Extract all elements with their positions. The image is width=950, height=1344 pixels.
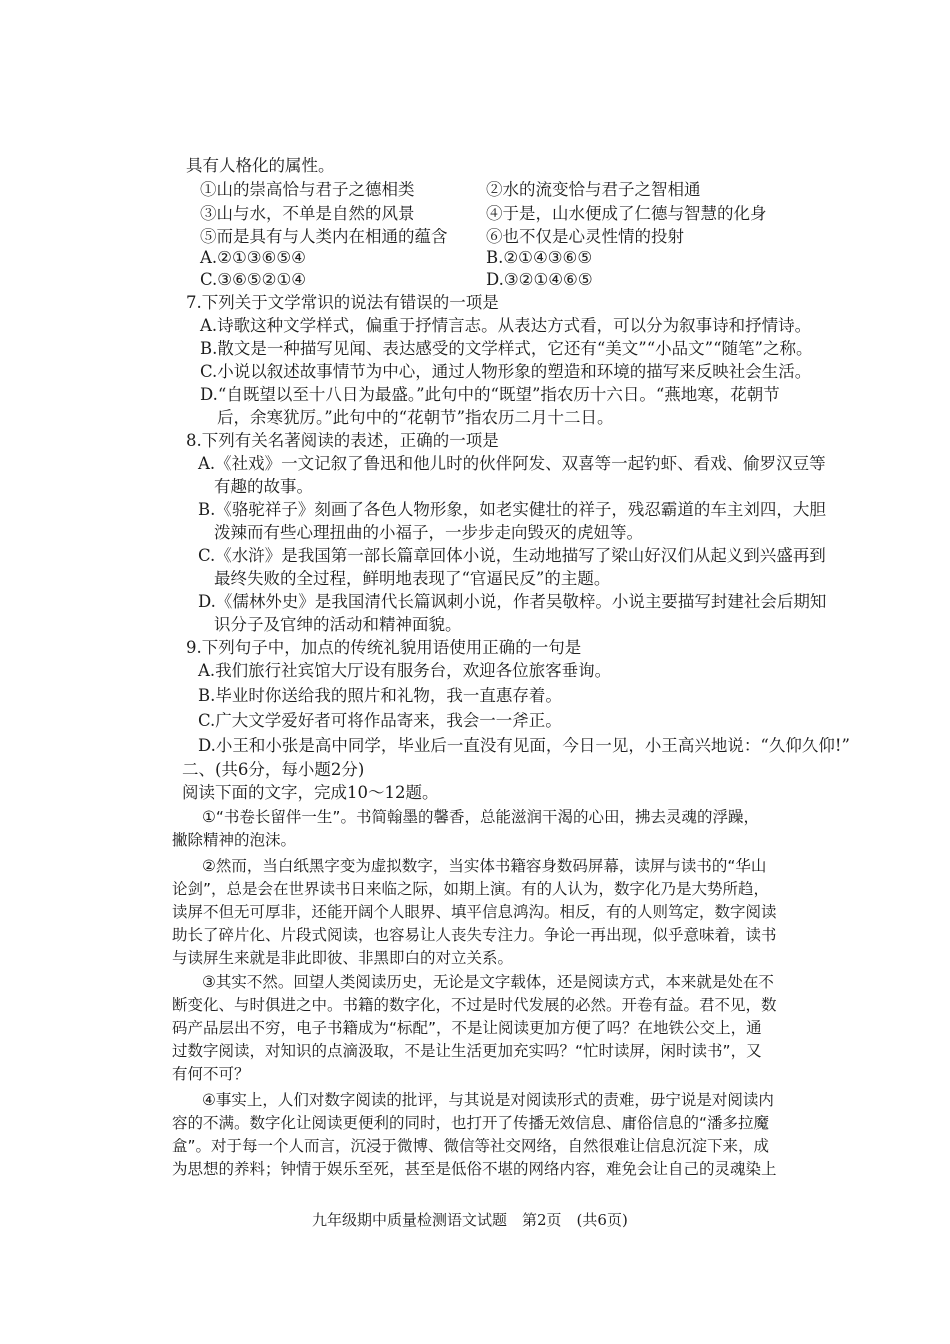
q6-lead: 具有人格化的属性。: [186, 156, 335, 175]
q7-option-d-line1: D.“自既望以至十八日为最盛。”此句中的“既望”指农历十六日。“燕地寒，花朝节: [200, 385, 780, 404]
q9-option-a: A.我们旅行社宾馆大厅设有服务台，欢迎各位旅客垂询。: [198, 661, 612, 680]
passage-p3-line2: 断变化、与时俱进之中。书籍的数字化，不过是时代发展的必然。开卷有益。君不见，数: [172, 996, 777, 1014]
q8-option-d-line2: 识分子及官绅的活动和精神面貌。: [214, 615, 462, 634]
q6-sentence-3: ③山与水，不单是自然的风景: [200, 204, 415, 223]
passage-p3-line1: ③其实不然。回望人类阅读历史，无论是文字载体，还是阅读方式，本来就是处在不: [202, 973, 774, 991]
passage-p3-line4: 过数字阅读，对知识的点滴汲取，不是让生活更加充实吗？“忙时读屏，闲时读书”，又: [172, 1042, 762, 1060]
section2-instruction: 阅读下面的文字，完成10～12题。: [182, 783, 439, 802]
q8-stem: 8.下列有关名著阅读的表述，正确的一项是: [186, 431, 499, 450]
q8-option-c-line1: C.《水浒》是我国第一部长篇章回体小说，生动地描写了梁山好汉们从起义到兴盛再到: [198, 546, 826, 565]
q6-option-c: C.③⑥⑤②①④: [200, 270, 307, 289]
q7-stem: 7.下列关于文学常识的说法有错误的一项是: [186, 293, 499, 312]
page-footer: 九年级期中质量检测语文试题 第2页 (共6页): [312, 1211, 628, 1229]
passage-p4-line2: 容的不满。数字化让阅读更便利的同时，也打开了传播无效信息、庸俗信息的“潘多拉魔: [172, 1114, 770, 1132]
q8-option-a-line2: 有趣的故事。: [214, 477, 313, 496]
q9-option-b: B.毕业时你送给我的照片和礼物，我一直惠存着。: [198, 686, 562, 705]
q7-option-c: C.小说以叙述故事情节为中心，通过人物形象的塑造和环境的描写来反映社会生活。: [200, 362, 812, 381]
section2-heading: 二、(共6分，每小题2分): [182, 760, 365, 779]
q9-option-c: C.广大文学爱好者可将作品寄来，我会一一斧正。: [198, 711, 562, 730]
passage-p1-line1: ①“书卷长留伴一生”。书简翰墨的馨香，总能滋润干渴的心田，拂去灵魂的浮躁，: [202, 808, 759, 826]
q8-option-d-line1: D.《儒林外史》是我国清代长篇讽刺小说，作者吴敬梓。小说主要描写封建社会后期知: [198, 592, 827, 611]
q7-option-a: A.诗歌这种文学样式，偏重于抒情言志。从表达方式看，可以分为叙事诗和抒情诗。: [200, 316, 812, 335]
q7-option-d-line2: 后，余寒犹厉。”此句中的“花朝节”指农历二月十二日。: [217, 408, 614, 427]
passage-p2-line5: 与读屏生来就是非此即彼、非黑即白的对立关系。: [172, 949, 514, 967]
q6-sentence-4: ④于是，山水便成了仁德与智慧的化身: [486, 204, 767, 223]
q6-sentence-2: ②水的流变恰与君子之智相通: [486, 180, 701, 199]
q9-stem: 9.下列句子中，加点的传统礼貌用语使用正确的一句是: [186, 638, 582, 657]
q6-option-d: D.③②①④⑥⑤: [486, 270, 593, 289]
q8-option-a-line1: A.《社戏》一文记叙了鲁迅和他儿时的伙伴阿发、双喜等一起钓虾、看戏、偷罗汉豆等: [198, 454, 826, 473]
passage-p2-line2: 论剑”，总是会在世界读书日来临之际，如期上演。有的人认为，数字化乃是大势所趋，: [172, 880, 770, 898]
passage-p2-line3: 读屏不但无可厚非，还能开阔个人眼界、填平信息鸿沟。相反，有的人则笃定，数字阅读: [172, 903, 777, 921]
q6-sentence-1: ①山的崇高恰与君子之德相类: [200, 180, 415, 199]
q6-option-b: B.②①④③⑥⑤: [486, 248, 593, 267]
q9-option-d: D.小王和小张是高中同学，毕业后一直没有见面，今日一见，小王高兴地说：“久仰久仰!”: [198, 736, 850, 755]
q6-sentence-5: ⑤而是具有与人类内在相通的蕴含: [200, 227, 448, 246]
passage-p4-line4: 为思想的养料；钟情于娱乐至死，甚至是低俗不堪的网络内容，难免会让自己的灵魂染上: [172, 1160, 777, 1178]
q6-sentence-6: ⑥也不仅是心灵性情的投射: [486, 227, 684, 246]
passage-p2-line4: 助长了碎片化、片段式阅读，也容易让人丧失专注力。争论一再出现，似乎意味着，读书: [172, 926, 777, 944]
passage-p1-line2: 撇除精神的泡沫。: [172, 831, 297, 849]
passage-p4-line3: 盒”。对于每一个人而言，沉浸于微博、微信等社交网络，自然很难让信息沉淀下来，成: [172, 1137, 770, 1155]
q6-option-a: A.②①③⑥⑤④: [200, 248, 306, 267]
passage-p4-line1: ④事实上，人们对数字阅读的批评，与其说是对阅读形式的责难，毋宁说是对阅读内: [202, 1091, 774, 1109]
passage-p3-line5: 有何不可？: [172, 1065, 250, 1083]
passage-p3-line3: 码产品层出不穷，电子书籍成为“标配”，不是让阅读更加方便了吗？在地铁公交上，通: [172, 1019, 762, 1037]
q8-option-b-line1: B.《骆驼祥子》刻画了各色人物形象，如老实健壮的祥子，残忍霸道的车主刘四，大胆: [198, 500, 826, 519]
passage-p2-line1: ②然而，当白纸黑字变为虚拟数字，当实体书籍容身数码屏幕，读屏与读书的“华山: [202, 857, 767, 875]
q7-option-b: B.散文是一种描写见闻、表达感受的文学样式，它还有“美文”“小品文”“随笔”之称。: [200, 339, 813, 358]
q8-option-c-line2: 最终失败的全过程，鲜明地表现了“官逼民反”的主题。: [214, 569, 611, 588]
q8-option-b-line2: 泼辣而有些心理扭曲的小福子，一步步走向毁灭的虎妞等。: [214, 523, 643, 542]
